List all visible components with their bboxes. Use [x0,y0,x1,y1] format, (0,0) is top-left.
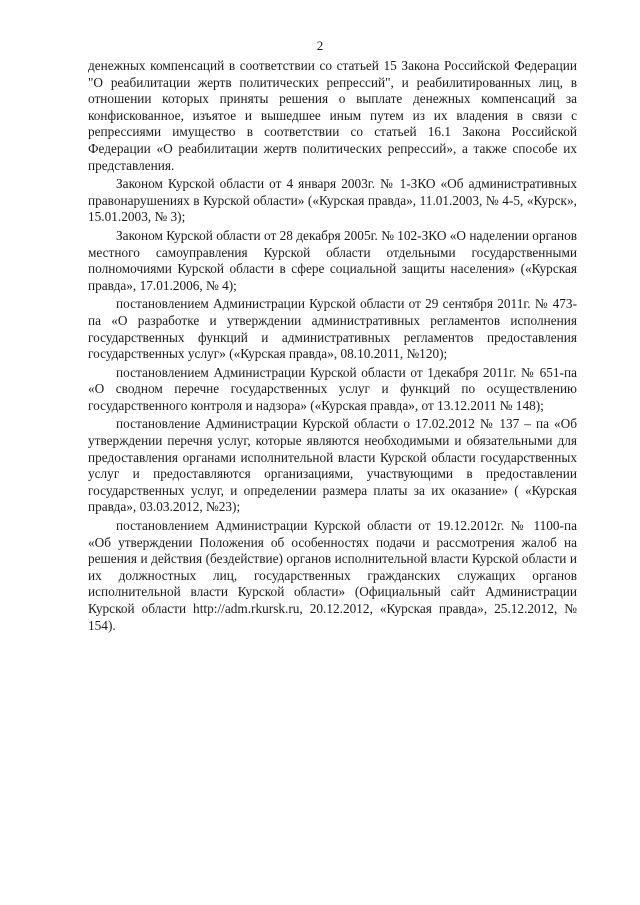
paragraph-continuation: денежных компенсаций в соответствии со статьей 15 Закона Российской Федерации "О реабилитации жертв политических репрессий", и реабилитированных лиц, в отношении которых приняты решения о выплате денежных компенсаций за конфискованное, изъятое и вышедшее иным путем из их владения в связи с репрессиями имущество в соответствии со статьей 16.1 Закона Российской Федерации «О реабилитации жертв политических репрессий», а также способе их представления. [88,58,577,173]
paragraph-resolution-137: постановление Администрации Курской области о 17.02.2012 № 137 – па «Об утверждении перечня услуг, которые являются необходимыми и обязательными для предоставления органами исполнительной власти Курской области государственных услуг и предоставляются организациями, участвующими в предоставлении государственных услуг, и определении размера платы за их оказание» ( «Курская правда», 03.03.2012, №23); [88,416,577,515]
paragraph-law-102-zko: Законом Курской области от 28 декабря 2005г. № 102-ЗКО «О наделении органов местного самоуправления Курской области отдельными государственными полномочиями Курской области в сфере социальной защиты населения» («Курская правда», 17.01.2006, № 4); [88,227,577,293]
paragraph-resolution-1100: постановлением Администрации Курской области от 19.12.2012г. № 1100-па «Об утверждении Положения об особенностях подачи и рассмотрения жалоб на решения и действия (бездействие) органов исполнительной власти Курской области и их должностных лиц, государственных гражданских служащих органов исполнительной власти Курской области» (Официальный сайт Администрации Курской области http://adm.rkursk.ru, 20.12.2012, «Курская правда», 25.12.2012, № 154). [88,518,577,633]
document-body [88,58,577,634]
paragraph-resolution-473: постановлением Администрации Курской области от 29 сентября 2011г. № 473-па «О разработке и утверждении административных регламентов исполнения государственных функций и административных регламентов предоставления государственных услуг» («Курская правда», 08.10.2011, №120); [88,296,577,362]
paragraph-resolution-651: постановлением Администрации Курской области от 1декабря 2011г. № 651-па «О сводном перечне государственных услуг и функций по осуществлению государственного контроля и надзора» («Курская правда», от 13.12.2011 № 148); [88,364,577,413]
page-number: 2 [316,38,324,53]
paragraph-law-1-zko: Законом Курской области от 4 января 2003г. № 1-ЗКО «Об административных правонарушениях в Курской области» («Курская правда», 11.01.2003, № 4-5, «Курск», 15.01.2003, № 3); [88,176,577,225]
